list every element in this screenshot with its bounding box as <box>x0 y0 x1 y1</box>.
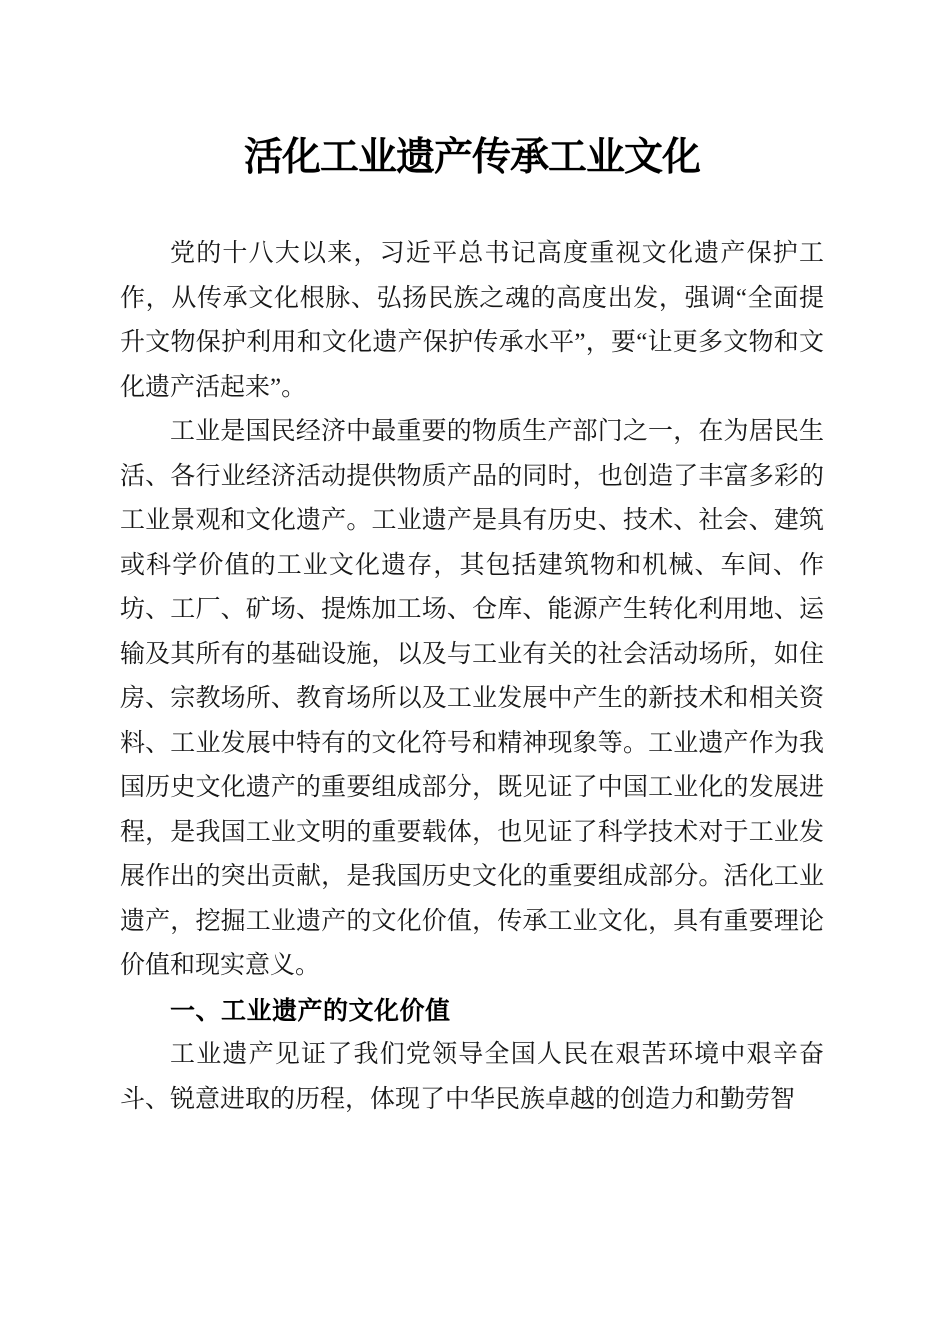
paragraph-cultural-value: 工业遗产见证了我们党领导全国人民在艰苦环境中艰辛奋斗、锐意进取的历程，体现了中华民族卓越的创造力和勤劳智 <box>120 1041 824 1113</box>
document-title: 活化工业遗产传承工业文化 <box>243 136 700 179</box>
paragraph-industry-overview: 工业是国民经济中最重要的物质生产部门之一，在为居民生活、各行业经济活动提供物质产品的同时，也创造了丰富多彩的工业景观和文化遗产。工业遗产是具有历史、技术、社会、建筑或科学价值的工业文化遗存，其包括建筑物和机械、车间、作坊、工厂、矿场、提炼加工场、仓库、能源产生转化利用地、运输及其所有的基础设施，以及与工业有关的社会活动场所，如住房、宗教场所、教育场所以及工业发展中产生的新技术和相关资料、工业发展中特有的文化符号和精神现象等。工业遗产作为我国历史文化遗产的重要组成部分，既见证了中国工业化的发展进程，是我国工业文明的重要载体，也见证了科学技术对于工业发展作出的突出贡献，是我国历史文化的重要组成部分。活化工业遗产，挖掘工业遗产的文化价值，传承工业文化，具有重要理论价值和现实意义。 <box>120 418 824 979</box>
paragraph-intro: 党的十八大以来，习近平总书记高度重视文化遗产保护工作，从传承文化根脉、弘扬民族之魂的高度出发，强调“全面提升文物保护利用和文化遗产保护传承水平”，要“让更多文物和文化遗产活起来”。 <box>120 240 824 401</box>
section-heading-cultural-value: 一、工业遗产的文化价值 <box>170 996 451 1025</box>
